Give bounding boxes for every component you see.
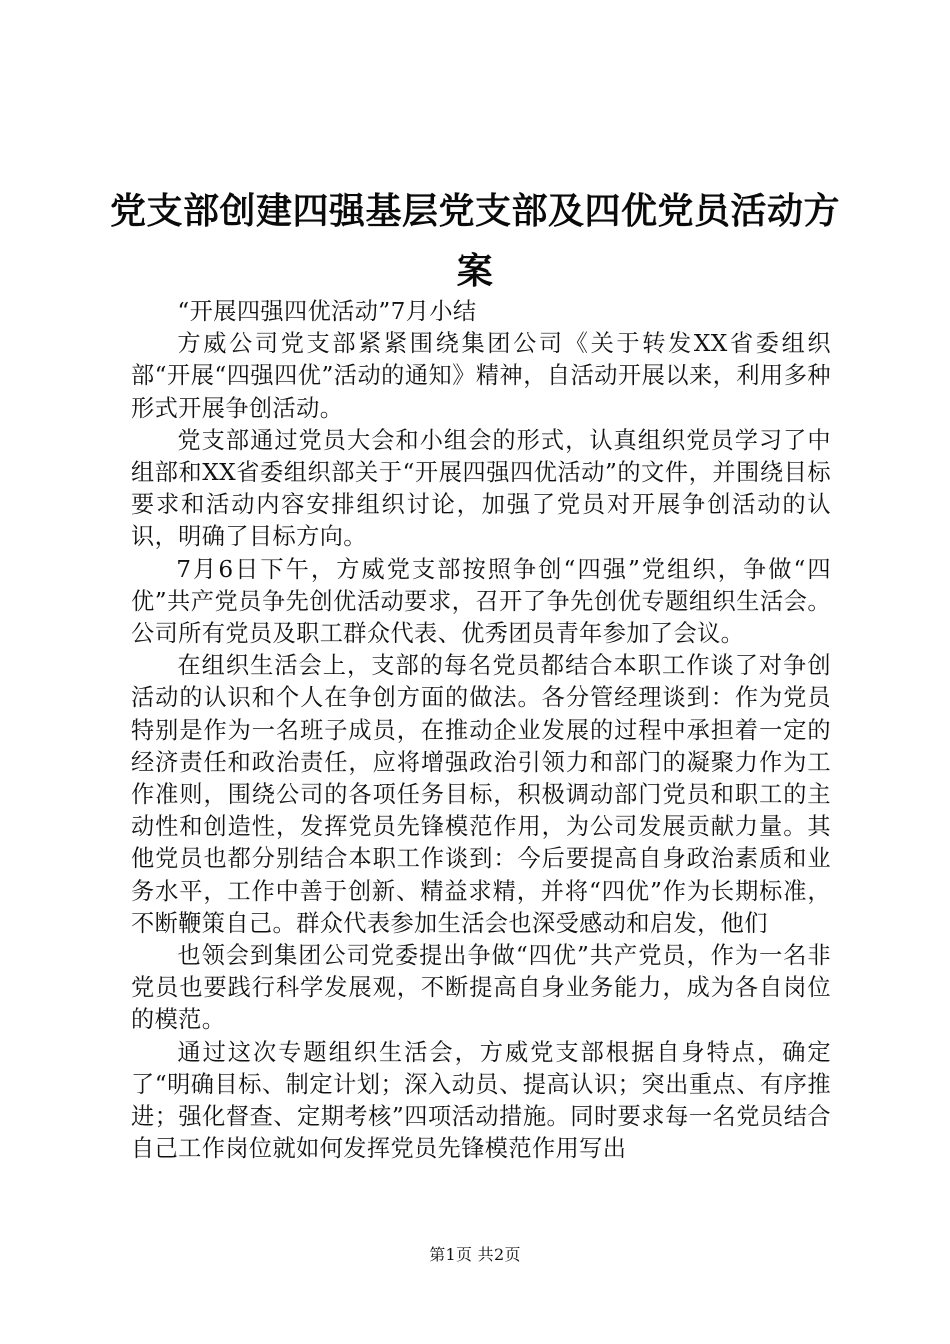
paragraph: 党支部通过党员大会和小组会的形式，认真组织党员学习了中组部和XX省委组织部关于“开展四强四优活动”的文件，并围绕目标要求和活动内容安排组织讨论，加强了党员对开展争创活动的认识，明确了目标方向。 bbox=[131, 426, 831, 551]
paragraph: 方威公司党支部紧紧围绕集团公司《关于转发XX省委组织部“开展“四强四优”活动的通知》精神，自活动开展以来，利用多种形式开展争创活动。 bbox=[131, 330, 831, 422]
page-number-footer: 第1页 共2页 bbox=[429, 1245, 521, 1264]
paragraph: 7月6日下午，方威党支部按照争创“四强”党组织，争做“四优”共产党员争先创优活动要求，召开了争先创优专题组织生活会。公司所有党员及职工群众代表、优秀团员青年参加了会议。 bbox=[131, 555, 831, 648]
paragraph: 通过这次专题组织生活会，方威党支部根据自身特点，确定了“明确目标、制定计划；深入动员、提高认识；突出重点、有序推进；强化督查、定期考核”四项活动措施。同时要求每一名党员结合自己工作岗位就如何发挥党员先锋模范作用写出 bbox=[131, 1038, 831, 1163]
paragraph: 在组织生活会上，支部的每名党员都结合本职工作谈了对争创活动的认识和个人在争创方面的做法。各分管经理谈到：作为党员特别是作为一名班子成员，在推动企业发展的过程中承担着一定的经济责任和政治责任，应将增强政治引领力和部门的凝聚力作为工作准则，围绕公司的各项任务目标，积极调动部门党员和职工的主动性和创造性，发挥党员先锋模范作用，为公司发展贡献力量。其他党员也都分别结合本职工作谈到：今后要提高自身政治素质和业务水平，工作中善于创新、精益求精，并将“四优”作为长期标准，不断鞭策自己。群众代表参加生活会也深受感动和启发，他们 bbox=[131, 652, 831, 937]
paragraph: 也领会到集团公司党委提出争做“四优”共产党员，作为一名非党员也要践行科学发展观，不断提高自身业务能力，成为各自岗位的模范。 bbox=[131, 942, 831, 1034]
document-title: 党支部创建四强基层党支部及四优党员活动方案 bbox=[109, 191, 840, 293]
paragraph-subtitle: “开展四强四优活动”7月小结 bbox=[177, 298, 477, 325]
document-body bbox=[131, 296, 831, 1165]
